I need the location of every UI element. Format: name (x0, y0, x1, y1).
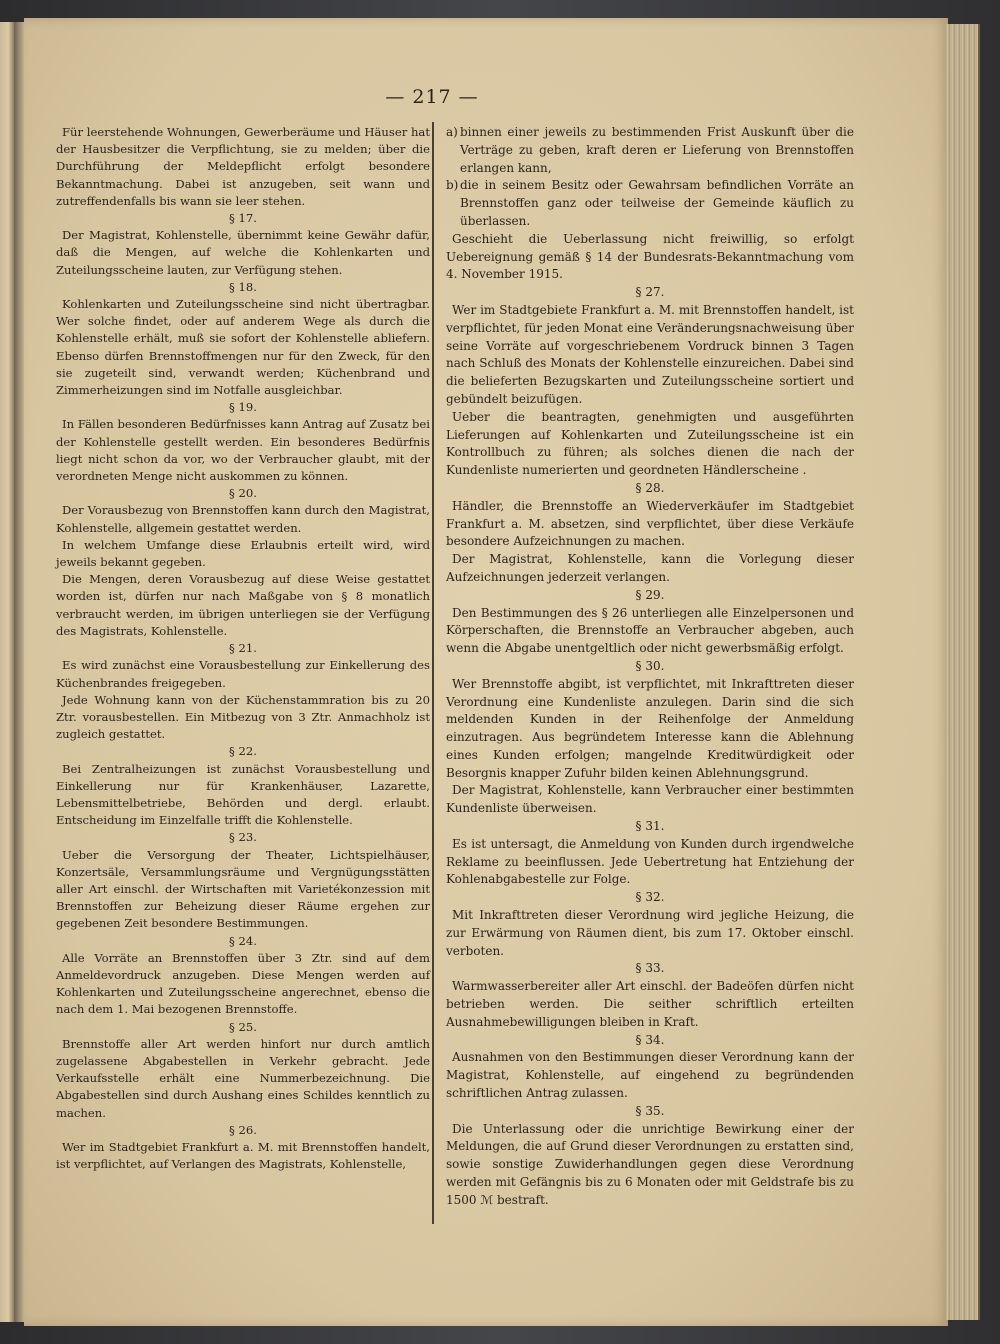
paragraph: Alle Vorräte an Brennstoffen über 3 Ztr. sind auf dem Anmeldevordruck anzugeben. Diese Mengen werden auf Kohlenkarten und Zuteilungsscheine angerechnet, ebenso die nach dem 1. Mai bezogenen Brennstoffe. (56, 950, 430, 1017)
paragraph: Warmwasserbereiter aller Art einschl. der Badeöfen dürfen nicht betrieben werden. Die seither schriftlich erteilten Ausnahmebewilligungen bleiben in Kraft. (446, 979, 854, 1029)
paragraph: Der Magistrat, Kohlenstelle, kann Verbraucher einer bestimmten Kundenliste überweisen. (446, 783, 854, 816)
section-heading: § 30. (635, 658, 665, 673)
page-edges (946, 24, 980, 1320)
section-heading: § 29. (635, 587, 665, 602)
facing-page-edge (0, 22, 14, 1322)
section-heading: § 28. (635, 480, 665, 495)
page-number-header: — 217 — (385, 86, 479, 108)
paragraph: Der Magistrat, Kohlenstelle, kann die Vorlegung dieser Aufzeichnungen jederzeit verlangen. (446, 552, 854, 584)
paragraph: Es ist untersagt, die Anmeldung von Kunden durch irgendwelche Reklame zu beeinflussen. Jede Uebertretung hat Entziehung der Kohlenabgabestelle zur Folge. (446, 836, 854, 887)
list-item (446, 177, 854, 230)
paragraph: Der Vorausbezug von Brennstoffen kann durch den Magistrat, Kohlenstelle, allgemein gestattet werden. (56, 503, 430, 535)
paragraph: Ausnahmen von den Bestimmungen dieser Verordnung kann der Magistrat, Kohlenstelle, auf eingehend zu begründenden schriftlichen Antrag zulassen. (446, 1050, 854, 1101)
section-heading: § 19. (229, 400, 257, 415)
section-heading: § 31. (635, 819, 665, 834)
paragraph: Den Bestimmungen des § 26 unterliegen alle Einzelpersonen und Körperschaften, die Brennstoffe an Verbraucher abgeben, auch wenn die Abgabe unentgeltlich oder nicht gewerbsmäßig erfolgt. (446, 605, 854, 656)
paragraph: Kohlenkarten und Zuteilungsscheine sind nicht übertragbar. Wer solche findet, oder auf anderem Wege als durch die Kohlenstelle erhält, muß sie sofort der Kohlenstelle abliefern. Ebenso dürfen Brennstoffmengen nur für den Zweck, für den sie zugeteilt sind, verwandt werden; Küchenbrand und Zimmerheizungen sind im Notfalle ausgleichbar. (56, 297, 430, 398)
section-heading: § 24. (229, 933, 257, 948)
section-heading: § 23. (229, 830, 257, 845)
paragraph: Ueber die Versorgung der Theater, Lichtspielhäuser, Konzertsäle, Versammlungsräume und Vergnügungsstätten aller Art einschl. der Wirtschaften mit Varietékonzession mit Brennstoffen zur Beheizung dieser Räume ergehen zur gegebenen Zeit besondere Bestimmungen. (56, 847, 430, 931)
section-heading: § 21. (229, 641, 257, 656)
paragraph: Für leerstehende Wohnungen, Gewerberäume und Häuser hat der Hausbesitzer die Verpflichtung, sie zu melden; über die Durchführung der Meldepflicht erfolgt besondere Bekanntmachung. Dabei ist anzugeben, seit wann und zutreffendenfalls bis wann sie leer stehen. (56, 125, 430, 208)
paragraph: In welchem Umfange diese Erlaubnis erteilt wird, wird jeweils bekannt gegeben. (56, 537, 430, 570)
list-item-text: die in seinem Besitz oder Gewahrsam befindlichen Vorräte an Brennstoffen ganz oder teilweise der Gemeinde käuflich zu überlassen. (460, 178, 854, 228)
column-divider (432, 122, 434, 1224)
list-item-label: a) (446, 125, 458, 139)
section-heading: § 27. (635, 285, 665, 300)
section-heading: § 17. (229, 211, 257, 226)
section-heading: § 26. (229, 1122, 257, 1137)
paragraph: Wer Brennstoffe abgibt, ist verpflichtet, mit Inkrafttreten dieser Verordnung eine Kundenliste anzulegen. Darin sind die sich meldenden Kunden in der Reihenfolge der Anmeldung einzutragen. Aus begründetem Interesse kann die Ablehnung eines Kunden erfolgen; mangelnde Kreditwürdigkeit oder Besorgnis knapper Zufuhr bilden keinen Ablehnungsgrund. (446, 676, 854, 780)
paragraph: Der Magistrat, Kohlenstelle, übernimmt keine Gewähr dafür, daß die Mengen, auf welche die Kohlenkarten und Zuteilungsscheine lauten, zur Verfügung stehen. (56, 228, 430, 277)
list-item-label: b) (446, 178, 459, 193)
paragraph: Jede Wohnung kann von der Küchenstammration bis zu 20 Ztr. vorausbestellen. Ein Mitbezug von 3 Ztr. Anmachholz ist zugleich gestattet. (56, 692, 430, 742)
paragraph: Es wird zunächst eine Vorausbestellung zur Einkellerung des Küchenbrandes freigegeben. (56, 658, 430, 690)
section-heading: § 20. (229, 486, 257, 501)
paragraph: In Fällen besonderen Bedürfnisses kann Antrag auf Zusatz bei der Kohlenstelle gestellt werden. Ein besonderes Bedürfnis liegt nicht schon da vor, wo der Verbraucher glaubt, mit der verordneten Menge nicht auskommen zu können. (56, 417, 430, 484)
section-heading: § 25. (229, 1019, 257, 1034)
paragraph: Ueber die beantragten, genehmigten und ausgeführten Lieferungen auf Kohlenkarten und Zuteilungsscheine ist ein Kontrollbuch zu führen; als solches dienen die nach der Kundenliste numerierten und geordneten Händlerscheine . (446, 409, 854, 478)
list-item-text: binnen einer jeweils zu bestimmenden Frist Auskunft über die Verträge zu geben, kraft deren er Lieferung von Brennstoffen erlangen kann, (460, 125, 854, 175)
paragraph: Geschieht die Ueberlassung nicht freiwillig, so erfolgt Uebereignung gemäß § 14 der Bundesrats-Bekanntmachung vom 4. November 1915. (446, 231, 854, 282)
list-item (446, 124, 854, 177)
right-text-column (446, 124, 854, 1210)
section-heading: § 32. (635, 890, 665, 905)
paragraph: Die Mengen, deren Vorausbezug auf diese Weise gestattet worden ist, dürfen nur nach Maßgabe von § 8 monatlich verbraucht werden, im übrigen unterliegen sie der Verfügung des Magistrats, Kohlenstelle. (56, 572, 430, 638)
section-heading: § 33. (635, 961, 665, 976)
paragraph: Wer im Stadtgebiet Frankfurt a. M. mit Brennstoffen handelt, ist verpflichtet, auf Verlangen des Magistrats, Kohlenstelle, (56, 1139, 430, 1172)
paragraph: Brennstoffe aller Art werden hinfort nur durch amtlich zugelassene Abgabestellen in Verkehr gebracht. Jede Verkaufsstelle erhält eine Nummerbezeichnung. Die Abgabestellen sind durch Aushang eines Schildes kenntlich zu machen. (56, 1036, 430, 1120)
paragraph: Bei Zentralheizungen ist zunächst Vorausbestellung und Einkellerung nur für Krankenhäuser, Lazarette, Lebensmittelbetriebe, Behörden und dergl. erlaubt. Entscheidung im Einzelfalle trifft die Kohlenstelle. (56, 761, 430, 828)
left-text-column (56, 124, 430, 1173)
paragraph: Händler, die Brennstoffe an Wiederverkäufer im Stadtgebiet Frankfurt a. M. absetzen, sind verpflichtet, über diese Verkäufe besondere Aufzeichnungen zu machen. (446, 498, 854, 549)
section-heading: § 22. (229, 744, 257, 759)
paragraph: Die Unterlassung oder die unrichtige Bewirkung einer der Meldungen, die auf Grund dieser Verordnungen zu erstatten sind, sowie sonstige Zuwiderhandlungen gegen diese Verordnung werden mit Gefängnis bis zu 6 Monaten oder mit Geldstrafe bis zu 1500 ℳ bestraft. (446, 1121, 854, 1207)
paragraph: Mit Inkrafttreten dieser Verordnung wird jegliche Heizung, die zur Erwärmung von Räumen dient, bis zum 17. Oktober einschl. verboten. (446, 908, 854, 958)
paragraph: Wer im Stadtgebiete Frankfurt a. M. mit Brennstoffen handelt, ist verpflichtet, für jeden Monat eine Veränderungsnachweisung über seine Vorräte auf vorgeschriebenem Vordruck binnen 3 Tagen nach Schluß des Monats der Kohlenstelle einzureichen. Dabei sind die belieferten Bezugskarten und Zuteilungsscheine sortiert und gebündelt beizufügen. (446, 302, 854, 406)
section-heading: § 34. (635, 1032, 665, 1047)
section-heading: § 35. (635, 1103, 665, 1118)
section-heading: § 18. (229, 279, 257, 294)
